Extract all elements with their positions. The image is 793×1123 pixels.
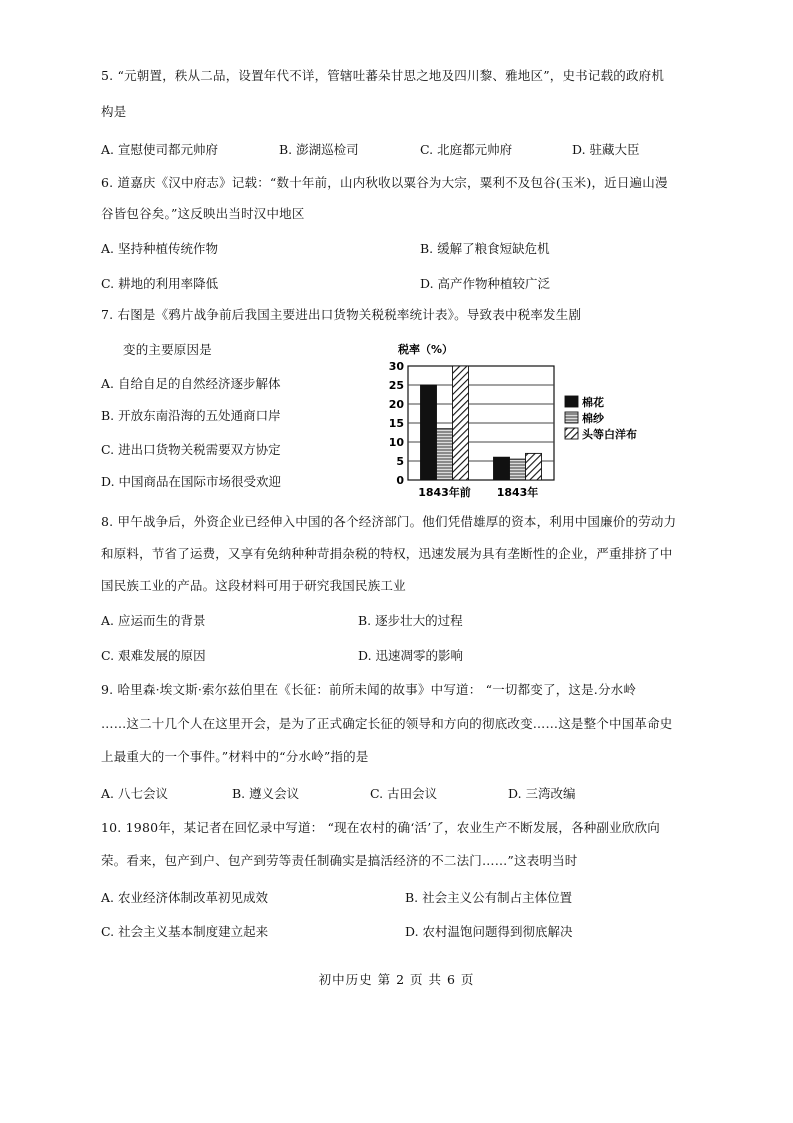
q6-option-d: D. 高产作物种植较广泛 — [420, 276, 551, 291]
q9-option-c: C. 古田会议 — [370, 786, 438, 801]
chart-legend-swatch — [565, 412, 578, 423]
q6-stem-line2: 谷皆包谷矣。”这反映出当时汉中地区 — [101, 206, 305, 221]
q9-stem-line3: 上最重大的一个事件。”材料中的“分水岭”指的是 — [101, 749, 369, 764]
q10-stem-line1: 10. 1980年，某记者在回忆录中写道： “现在农村的确‘活’了，农业生产不断发展，各种副业欣欣向 — [101, 820, 660, 835]
chart-ytick-label: 0 — [396, 474, 404, 487]
q10-stem-line2: 荣。看来，包产到户、包产到劳等责任制确实是搞活经济的不二法门……”这表明当时 — [101, 853, 578, 868]
chart-ytick-label: 10 — [388, 436, 404, 449]
q5-option-c: C. 北庭都元帅府 — [420, 142, 513, 157]
chart-legend-swatch — [565, 396, 578, 407]
q10-option-a: A. 农业经济体制改革初见成效 — [101, 890, 268, 905]
q9-option-b: B. 遵义会议 — [232, 786, 300, 801]
chart-bar — [510, 459, 526, 480]
chart-category-label: 1843年 — [496, 486, 539, 499]
q5-option-b: B. 澎湖巡检司 — [279, 142, 359, 157]
chart-legend-label: 头等白洋布 — [582, 428, 637, 441]
q8-option-b: B. 逐步壮大的过程 — [358, 613, 463, 628]
chart-category-label: 1843年前 — [418, 486, 471, 499]
chart-ytick-label: 30 — [388, 360, 404, 373]
q10-option-d: D. 农村温饱问题得到彻底解决 — [405, 924, 573, 939]
q9-option-a: A. 八七会议 — [101, 786, 168, 801]
chart-legend-label: 棉花 — [582, 396, 604, 409]
q8-option-d: D. 迅速凋零的影响 — [358, 648, 464, 663]
q8-stem-line1: 8. 甲午战争后，外资企业已经伸入中国的各个经济部门。他们凭借雄厚的资本，利用中国廉价的劳动力 — [101, 514, 677, 529]
chart-bar — [494, 457, 510, 480]
chart-bar — [437, 429, 453, 480]
q5-option-a: A. 宣慰使司都元帅府 — [101, 142, 218, 157]
q6-option-c: C. 耕地的利用率降低 — [101, 276, 219, 291]
q8-option-a: A. 应运而生的背景 — [101, 613, 206, 628]
q7-option-b: B. 开放东南沿海的五处通商口岸 — [101, 408, 281, 423]
q5-stem-line1: 5. “元朝置，秩从二品，设置年代不详，管辖吐蕃朵甘思之地及四川黎、雅地区”，史书记载的政府机 — [101, 68, 665, 83]
q5-option-d: D. 驻藏大臣 — [572, 142, 640, 157]
chart-bar — [421, 385, 437, 480]
q8-stem-line2: 和原料，节省了运费，又享有免纳种种苛捐杂税的特权，迅速发展为具有垄断性的企业，严重排挤了中 — [101, 546, 673, 561]
q6-option-a: A. 坚持种植传统作物 — [101, 241, 218, 256]
q6-option-b: B. 缓解了粮食短缺危机 — [420, 241, 550, 256]
chart-ytick-label: 25 — [388, 379, 404, 392]
chart-ytick-label: 5 — [396, 455, 404, 468]
q5-stem-line2: 构是 — [101, 104, 127, 119]
page-footer: 初中历史 第 2 页 共 6 页 — [318, 972, 475, 987]
q8-stem-line3: 国民族工业的产品。这段材料可用于研究我国民族工业 — [101, 578, 406, 593]
q6-stem-line1: 6. 道嘉庆《汉中府志》记载：“数十年前，山内秋收以粟谷为大宗，粟利不及包谷(玉米)，近日遍山漫 — [101, 175, 668, 190]
q10-option-c: C. 社会主义基本制度建立起来 — [101, 924, 269, 939]
q9-option-d: D. 三湾改编 — [508, 786, 576, 801]
chart-ylabel: 税率（%） — [398, 343, 454, 356]
chart-ytick-label: 15 — [388, 417, 404, 430]
q7-option-a: A. 自给自足的自然经济逐步解体 — [101, 376, 281, 391]
chart-ytick-label: 20 — [388, 398, 404, 411]
q9-stem-line1: 9. 哈里森·埃文斯·索尔兹伯里在《长征：前所未闻的故事》中写道： “一切都变了，这是.分水岭 — [101, 682, 637, 697]
chart-bar — [526, 453, 542, 480]
q7-option-d: D. 中国商品在国际市场很受欢迎 — [101, 474, 282, 489]
q10-option-b: B. 社会主义公有制占主体位置 — [405, 890, 573, 905]
chart-legend-swatch — [565, 428, 578, 439]
chart-bar — [453, 366, 469, 480]
q9-stem-line2: ……这二十几个人在这里开会，是为了正式确定长征的领导和方向的彻底改变……这是整个中国革命史 — [101, 716, 673, 731]
q7-stem-line1: 7. 右图是《鸦片战争前后我国主要进出口货物关税税率统计表》。导致表中税率发生剧 — [101, 307, 582, 322]
q7-option-c: C. 进出口货物关税需要双方协定 — [101, 442, 281, 457]
q7-stem-line2: 变的主要原因是 — [123, 342, 212, 357]
tariff-bar-chart — [372, 340, 682, 502]
chart-legend-label: 棉纱 — [582, 412, 604, 425]
q8-option-c: C. 艰难发展的原因 — [101, 648, 206, 663]
